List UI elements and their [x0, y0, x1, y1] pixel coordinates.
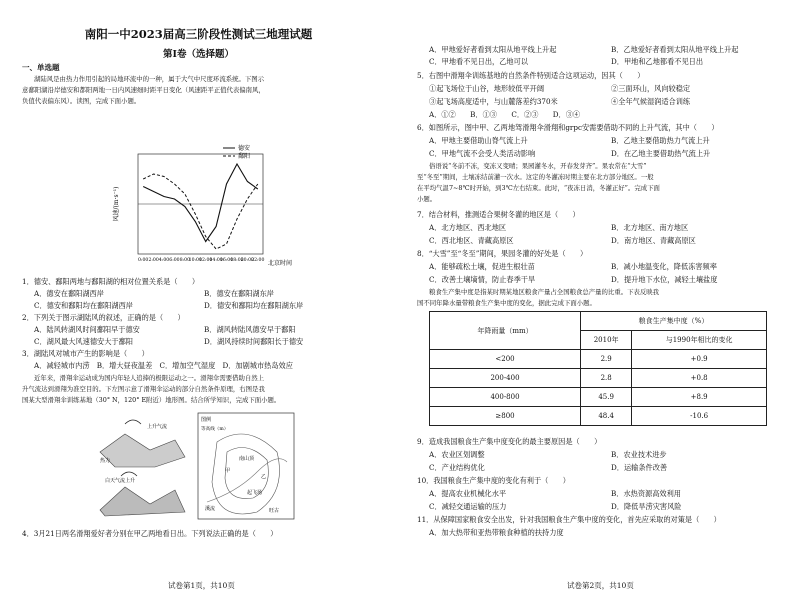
fig-label: 起飞场 — [247, 490, 263, 496]
q8-option-c: C．改善土壤墒情，防止春季干旱 — [429, 275, 536, 284]
passage-line: 近年来，滑翔伞运动成为国内年轻人追捧的极限运动之一。滑翔伞需要借助自然上 — [34, 374, 265, 382]
y-axis-label: 风速/(m·s⁻¹) — [113, 186, 120, 222]
question-2: 2．下列关于图示湖陆风的叙述，正确的是（ ） — [22, 313, 185, 322]
q10-option-b: B．水热资源高效利用 — [611, 489, 681, 498]
passage-line: 至“冬至”期间，土壤冻结前灌一次水。这定的冬灌冻时期主要在北方部分地区。一般 — [417, 173, 654, 181]
q4-option-d: D．甲地和乙地都看不见日出 — [611, 57, 704, 66]
q5-item-4: ④全年气候湿润适合训练 — [611, 97, 691, 106]
q6-option-a: A．甲地主要借助山脊气流上升 — [429, 136, 528, 145]
series-line-dean — [143, 164, 258, 242]
table-row — [430, 369, 767, 388]
table-row — [430, 407, 767, 426]
q2-option-a: A．陆风转湖风时间鄱阳早于德安 — [34, 325, 140, 334]
table-cell: 45.9 — [581, 388, 632, 407]
question-11: 11．从保障国家粮食安全出发，针对我国粮食生产集中度的变化，首先应采取的对策是（ ） — [417, 515, 721, 524]
question-3: 3．湖陆风对城市产生的影响是（ ） — [22, 349, 149, 358]
q1-option-a: A．德安在鄱阳湖西岸 — [34, 289, 104, 298]
q1-option-b: B．德安在鄱阳湖东岸 — [204, 289, 274, 298]
table-header: 与1990年相比的变化 — [632, 331, 767, 350]
terrain-bottom — [100, 487, 185, 516]
q10-option-a: A．提高农业机械化水平 — [429, 489, 507, 498]
x-tick-label: 4:00 — [158, 258, 170, 263]
table-cell: 48.4 — [581, 407, 632, 426]
fig-label: 甲 — [225, 468, 231, 474]
table-cell: 200-400 — [430, 369, 581, 388]
q10-option-c: C．减轻交通运输的压力 — [429, 502, 507, 511]
table-row — [430, 350, 767, 369]
table-cell: 400-800 — [430, 388, 581, 407]
fig-label: 图例 — [201, 417, 212, 423]
q4-option-c: C．甲地看不见日出，乙地可以 — [429, 57, 528, 66]
passage-line: 在平均气温7~8℃时开始，到3℃左右结束。此时，“夜冻日消，冬灌正好”。完成下面 — [417, 184, 660, 192]
page-title: 南阳一中2023届高三阶段性测试三地理试题 — [84, 27, 313, 41]
q5-options: A．①② B．①③ C．②③ D．③④ — [429, 110, 581, 119]
table-header: 2010年 — [581, 331, 632, 350]
question-4: 4．3月21日两名滑翔爱好者分别在甲乙两地看日出。下列说法正确的是（ ） — [22, 529, 278, 538]
x-tick-label: 14:00 — [209, 258, 223, 263]
table-cell: +0.8 — [632, 369, 767, 388]
q4-option-a: A．甲地爱好者看到太阳从地平线上升起 — [429, 45, 557, 54]
q5-item-3: ③起飞场高度适中，与山麓落差约370米 — [429, 97, 558, 106]
fig-label: 溪流 — [205, 506, 216, 512]
intro-line: 湖陆风是由热力作用引起的局地环流中的一种，属于大气中尺度环流系统。下图示 — [34, 75, 265, 83]
section-subtitle: 第Ⅰ卷（选择题） — [163, 49, 234, 60]
intro-line: 负值代表偏东风）。读图，完成下面小题。 — [22, 97, 141, 105]
q5-item-1: ①起飞场位于山谷，地形较低平开阔 — [429, 84, 545, 93]
paraglider-icon — [121, 472, 137, 476]
q9-option-c: C．产业结构优化 — [429, 463, 485, 472]
q1-option-c: C．德安和鄱阳均在鄱阳湖西岸 — [34, 301, 133, 310]
q6-option-d: D．在乙地主要借助热气流上升 — [611, 149, 711, 158]
passage-line: 国某大型滑翔伞训练基地（30° N，120° E附近）地形图。结合所学知识，完成下面小题。 — [22, 396, 281, 404]
q11-option-a: A．加大热带和亚热带粮食种植的扶持力度 — [429, 528, 564, 537]
fig-label: 上升气流 — [147, 424, 168, 430]
x-tick-label: 22:00 — [251, 258, 265, 263]
q8-option-a: A．能够疏松土壤，促进生根壮苗 — [429, 262, 535, 271]
question-10: 10．我国粮食生产集中度的变化有利于（ ） — [417, 476, 570, 485]
question-6: 6．如图所示，图中甲、乙两地驾滑翔伞滑翔和grpc安需要借助不同的上升气流，其中（ ） — [417, 123, 719, 132]
q10-option-d: D．降低旱涝灾害风险 — [611, 502, 682, 511]
q4-option-b: B．乙地爱好者看到太阳从地平线上升起 — [611, 45, 739, 54]
table-row — [430, 388, 767, 407]
legend-label: 鄱阳 — [238, 153, 251, 160]
fig-label: 等高线（m） — [201, 427, 229, 432]
q2-option-c: C．湖风最大风速德安大于鄱阳 — [34, 337, 133, 346]
table-cell: 2.8 — [581, 369, 632, 388]
table-cell: -10.6 — [632, 407, 767, 426]
question-1: 1．德安、鄱阳两地与鄱阳湖的相对位置关系是（ ） — [22, 277, 200, 286]
fig-label: 白天气流上升 — [105, 478, 136, 484]
fig-label: 南山顶 — [239, 456, 255, 462]
passage-line: 国不同年降水量带粮食生产集中度的变化，据此完成下面小题。 — [417, 299, 596, 307]
wind-speed-chart — [108, 140, 293, 270]
x-tick-label: 12:00 — [199, 258, 213, 263]
q1-option-d: D．德安和鄱阳均在鄱阳湖东岸 — [204, 301, 304, 310]
question-7: 7．结合材料，推测适合果树冬灌的地区是（ ） — [417, 210, 580, 219]
q7-option-d: D．南方地区、青藏高原区 — [611, 236, 696, 245]
question-9: 9．造成我国粮食生产集中度变化的最主要原因是（ ） — [417, 437, 602, 446]
x-tick-label: 6:00 — [169, 258, 180, 263]
table-header: 粮食生产集中度（%） — [581, 312, 767, 331]
grain-concentration-table — [429, 311, 767, 426]
x-tick-label: 18:00 — [230, 258, 244, 263]
table-header: 年降雨量（mm） — [430, 312, 581, 350]
page-footer-right: 试卷第2页，共10页 — [567, 581, 634, 590]
x-tick-label: 0:00 — [138, 258, 149, 263]
passage-line: 升气流达到滑翔为准空目的。下左图示意了滑翔伞运动的部分自然条件原理，右图是我 — [22, 385, 265, 393]
passage-line: 粮食生产集中度是指某时期某地区粮食产量占全国粮食总产量的比重。下表反映我 — [429, 288, 660, 296]
x-ticks — [138, 257, 264, 263]
table-cell: <200 — [430, 350, 581, 369]
question-5: 5．右图中滑翔伞训练基地的自然条件特别适合这项运动，因其（ ） — [417, 71, 645, 80]
q7-option-c: C．西北地区、青藏高原区 — [429, 236, 514, 245]
x-tick-label: 8:00 — [179, 258, 191, 263]
terrain-top — [100, 434, 185, 467]
q6-option-c: C．甲地气流不会受人类活动影响 — [429, 149, 536, 158]
table-cell: 2.9 — [581, 350, 632, 369]
q9-option-a: A．农业区划调整 — [429, 450, 485, 459]
intro-line: 意鄱阳湖沿岸德安和都阳两地一日内风速细时距平日变化（风速距平正值代表偏南风， — [22, 86, 265, 94]
terrain-map — [197, 412, 295, 520]
x-tick-label: 16:00 — [219, 258, 234, 263]
q8-option-d: D．提升地下水位，减轻土壤盐度 — [611, 275, 718, 284]
passage-line: 小题。 — [417, 195, 437, 203]
x-tick-label: 20:00 — [240, 258, 254, 263]
fig-label: 旺古 — [269, 508, 280, 514]
q7-option-a: A．北方地区、西北地区 — [429, 223, 507, 232]
section-heading: 一、单选题 — [22, 63, 60, 72]
q2-option-b: B．湖风转陆风德安早于鄱阳 — [204, 325, 296, 334]
q2-option-d: D．湖风持续时间鄱阳长于德安 — [204, 337, 304, 346]
table-header-row — [430, 312, 767, 331]
paraglider-icon — [125, 420, 141, 424]
q6-option-b: B．乙地主要借助热力气流上升 — [611, 136, 710, 145]
table-cell: +8.9 — [632, 388, 767, 407]
x-axis-label: 北京时间 — [268, 260, 293, 267]
q3-options: A．减轻城市内涝 B．增大昼夜温差 C．增加空气湿度 D．加剧城市热岛效应 — [34, 361, 293, 370]
fig-label: 乙 — [261, 474, 267, 480]
passage-line: 俗语说“冬前不冻，变冻又变晴；果园灌冬水，开春发芽齐”。果农常在“大雪” — [429, 162, 647, 170]
legend-label: 德安 — [238, 145, 251, 152]
x-tick-label: 10:00 — [188, 258, 202, 263]
paraglider-diagram — [95, 412, 190, 520]
series-line-poyang — [143, 174, 258, 249]
x-tick-label: 2:00 — [148, 258, 159, 263]
table-cell: +0.9 — [632, 350, 767, 369]
q9-option-d: D．运输条件改善 — [611, 463, 668, 472]
page-footer-left: 试卷第1页，共10页 — [168, 581, 235, 590]
q8-option-b: B．减小地温变化，降低冻害频率 — [611, 262, 717, 271]
question-8: 8．“大雪”至“冬至”期间，果园冬灌的好处是（ ） — [417, 249, 588, 258]
fig-label: 热力 — [100, 458, 111, 464]
table-cell: ≥800 — [430, 407, 581, 426]
q9-option-b: B．农业技术进步 — [611, 450, 667, 459]
q5-item-2: ②三面环山，风向较稳定 — [611, 84, 691, 93]
q7-option-b: B．北方地区、南方地区 — [611, 223, 689, 232]
